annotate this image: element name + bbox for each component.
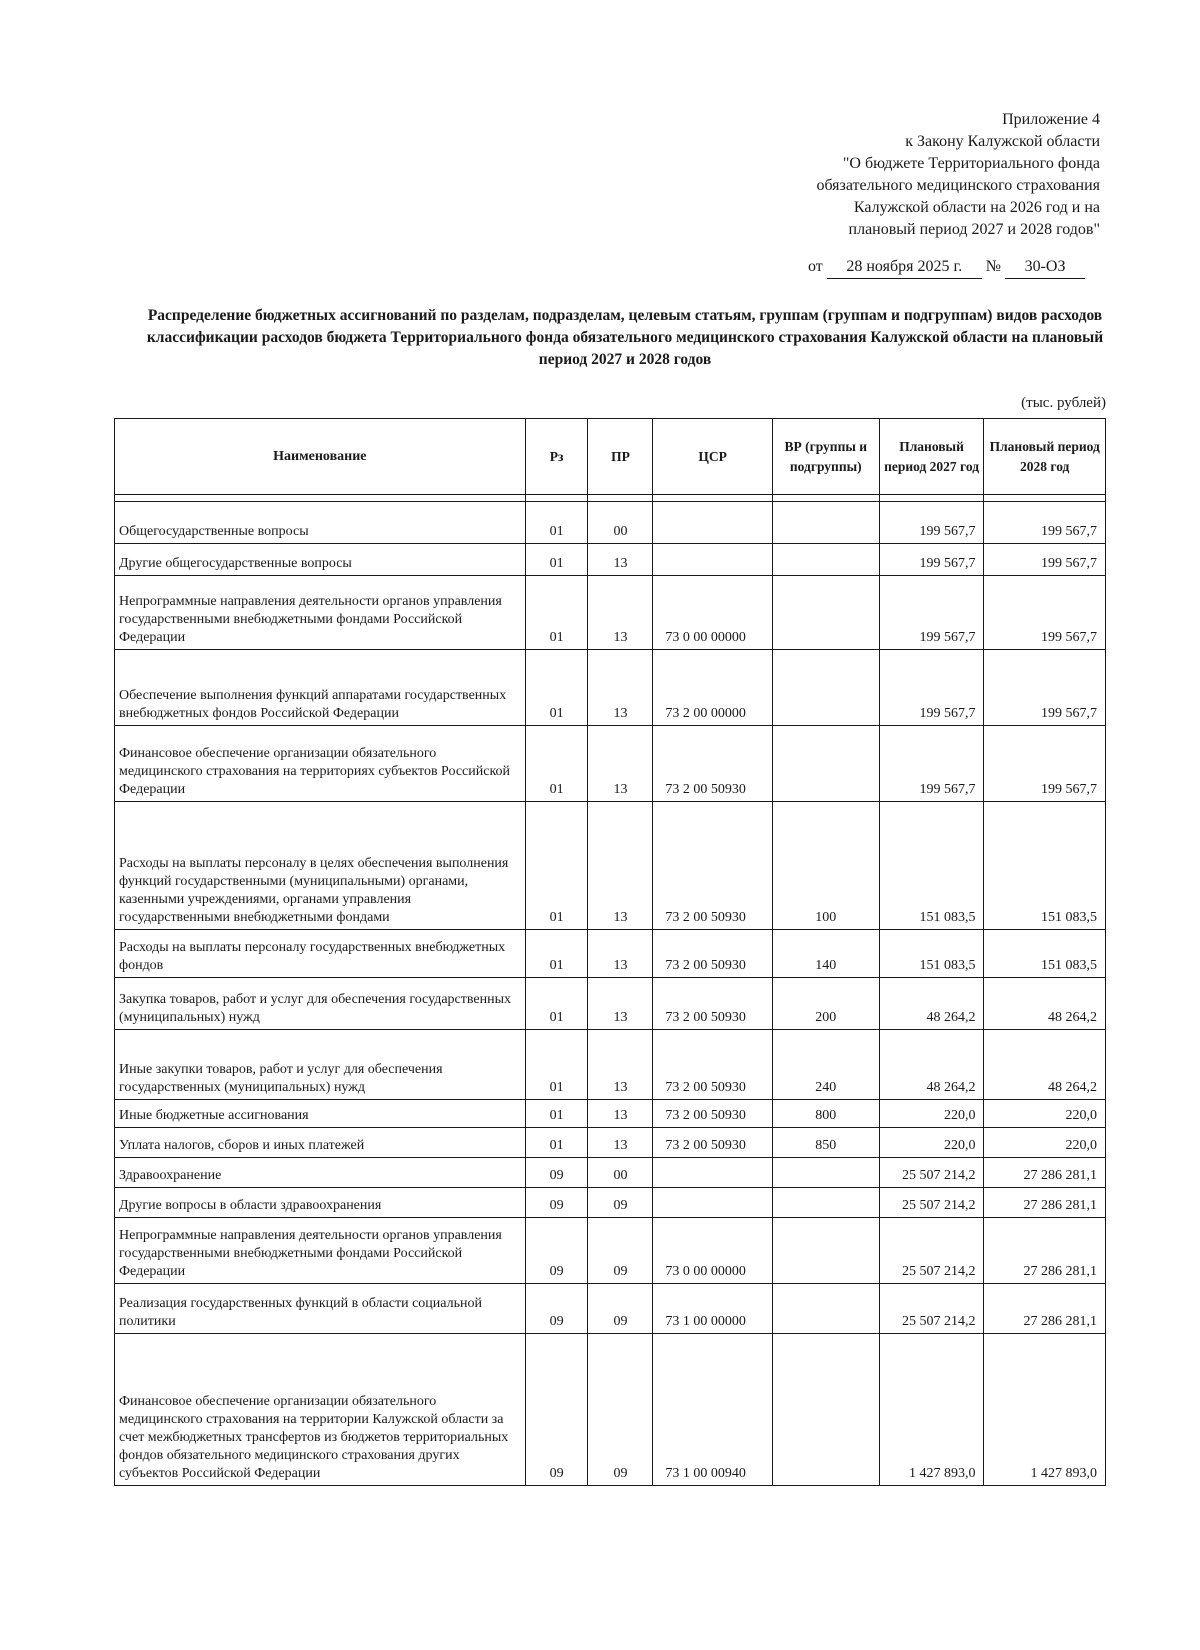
gap-cell xyxy=(984,495,1106,502)
row-rz: 01 xyxy=(525,502,588,544)
row-csr: 73 1 00 00000 xyxy=(653,1284,772,1334)
number-prefix: № xyxy=(985,258,1002,275)
row-vr: 100 xyxy=(772,802,879,930)
row-vr xyxy=(772,650,879,726)
row-csr: 73 0 00 00000 xyxy=(653,576,772,650)
row-value-2028: 199 567,7 xyxy=(984,726,1106,802)
row-pr: 09 xyxy=(588,1218,653,1284)
table-row xyxy=(115,544,1106,576)
table-row xyxy=(115,650,1106,726)
row-value-2028: 27 286 281,1 xyxy=(984,1158,1106,1188)
row-name: Расходы на выплаты персоналу государственных внебюджетных фондов xyxy=(115,930,526,978)
row-csr: 73 2 00 50930 xyxy=(653,978,772,1030)
row-pr: 13 xyxy=(588,1128,653,1158)
row-rz: 01 xyxy=(525,544,588,576)
row-name: Расходы на выплаты персоналу в целях обеспечения выполнения функций государственными (муниципальными) органами, казенными учреждениями, органами управления государственными внебюджетными фондами xyxy=(115,802,526,930)
row-value-2028: 220,0 xyxy=(984,1100,1106,1128)
row-value-2027: 25 507 214,2 xyxy=(879,1284,984,1334)
table-row xyxy=(115,502,1106,544)
row-pr: 13 xyxy=(588,802,653,930)
table-row xyxy=(115,1100,1106,1128)
row-value-2027: 151 083,5 xyxy=(879,802,984,930)
row-value-2027: 48 264,2 xyxy=(879,1030,984,1100)
row-pr: 13 xyxy=(588,726,653,802)
row-value-2028: 220,0 xyxy=(984,1128,1106,1158)
row-value-2027: 199 567,7 xyxy=(879,544,984,576)
law-date: 28 ноября 2025 г. xyxy=(827,256,982,279)
row-rz: 09 xyxy=(525,1334,588,1486)
row-rz: 01 xyxy=(525,930,588,978)
table-row xyxy=(115,1188,1106,1218)
document-title: Распределение бюджетных ассигнований по разделам, подразделам, целевым статьям, группам (группам и подгруппам) видов расходов классификации расходов бюджета Территориального фонда обязательного медицинского страхования Калужской области на плановый период 2027 и 2028 годов xyxy=(146,307,1104,368)
row-name: Другие вопросы в области здравоохранения xyxy=(115,1188,526,1218)
row-csr: 73 1 00 00940 xyxy=(653,1334,772,1486)
row-vr: 140 xyxy=(772,930,879,978)
table-header-row xyxy=(115,419,1106,495)
row-rz: 09 xyxy=(525,1284,588,1334)
gap-cell xyxy=(588,495,653,502)
row-pr: 13 xyxy=(588,1030,653,1100)
law-number: 30-ОЗ xyxy=(1005,256,1085,279)
row-rz: 09 xyxy=(525,1188,588,1218)
row-pr: 00 xyxy=(588,502,653,544)
row-vr xyxy=(772,1334,879,1486)
row-value-2027: 199 567,7 xyxy=(879,650,984,726)
table-row xyxy=(115,1158,1106,1188)
row-value-2028: 27 286 281,1 xyxy=(984,1218,1106,1284)
row-vr xyxy=(772,1284,879,1334)
row-csr: 73 2 00 50930 xyxy=(653,1030,772,1100)
table-row xyxy=(115,726,1106,802)
row-pr: 13 xyxy=(588,978,653,1030)
gap-cell xyxy=(653,495,772,502)
row-name: Непрограммные направления деятельности органов управления государственными внебюджетными фондами Российской Федерации xyxy=(115,1218,526,1284)
appendix-line: плановый период 2027 и 2028 годов" xyxy=(848,221,1100,238)
row-pr: 13 xyxy=(588,1100,653,1128)
row-value-2027: 220,0 xyxy=(879,1100,984,1128)
row-value-2027: 151 083,5 xyxy=(879,930,984,978)
row-name: Реализация государственных функций в области социальной политики xyxy=(115,1284,526,1334)
header-rz: Рз xyxy=(525,419,588,495)
table-body xyxy=(115,495,1106,1486)
row-csr: 73 0 00 00000 xyxy=(653,1218,772,1284)
row-csr xyxy=(653,544,772,576)
row-pr: 09 xyxy=(588,1284,653,1334)
table-row xyxy=(115,1334,1106,1486)
row-value-2028: 199 567,7 xyxy=(984,544,1106,576)
table-row xyxy=(115,1128,1106,1158)
row-csr xyxy=(653,1188,772,1218)
gap-cell xyxy=(879,495,984,502)
row-vr: 800 xyxy=(772,1100,879,1128)
row-value-2027: 199 567,7 xyxy=(879,576,984,650)
appendix-line: "О бюджете Территориального фонда xyxy=(842,155,1100,172)
row-value-2028: 27 286 281,1 xyxy=(984,1284,1106,1334)
row-rz: 01 xyxy=(525,576,588,650)
row-vr xyxy=(772,1218,879,1284)
row-value-2028: 27 286 281,1 xyxy=(984,1188,1106,1218)
row-value-2028: 199 567,7 xyxy=(984,502,1106,544)
gap-cell xyxy=(525,495,588,502)
row-value-2027: 199 567,7 xyxy=(879,726,984,802)
row-value-2027: 48 264,2 xyxy=(879,978,984,1030)
row-vr xyxy=(772,576,879,650)
header-2027: Плановый период 2027 год xyxy=(879,419,984,495)
header-gap xyxy=(115,495,1106,502)
row-rz: 09 xyxy=(525,1218,588,1284)
row-rz: 01 xyxy=(525,726,588,802)
row-vr: 200 xyxy=(772,978,879,1030)
row-value-2028: 48 264,2 xyxy=(984,978,1106,1030)
row-name: Уплата налогов, сборов и иных платежей xyxy=(115,1128,526,1158)
header-2028: Плановый период 2028 год xyxy=(984,419,1106,495)
table-row xyxy=(115,1030,1106,1100)
row-vr xyxy=(772,726,879,802)
row-pr: 13 xyxy=(588,930,653,978)
row-vr xyxy=(772,1188,879,1218)
row-value-2028: 151 083,5 xyxy=(984,802,1106,930)
appendix-header xyxy=(700,109,1100,241)
row-vr xyxy=(772,1158,879,1188)
row-value-2027: 25 507 214,2 xyxy=(879,1218,984,1284)
header-vr: ВР (группы и подгруппы) xyxy=(772,419,879,495)
row-csr: 73 2 00 50930 xyxy=(653,726,772,802)
row-name: Здравоохранение xyxy=(115,1158,526,1188)
row-name: Непрограммные направления деятельности органов управления государственными внебюджетными фондами Российской Федерации xyxy=(115,576,526,650)
row-csr xyxy=(653,1158,772,1188)
row-name: Финансовое обеспечение организации обязательного медицинского страхования на территории Калужской области за счет межбюджетных трансфертов из бюджетов территориальных фондов обязательного медицинского страхования других субъектов Российской Федерации xyxy=(115,1334,526,1486)
row-rz: 01 xyxy=(525,1030,588,1100)
row-value-2028: 199 567,7 xyxy=(984,576,1106,650)
row-pr: 00 xyxy=(588,1158,653,1188)
row-value-2028: 199 567,7 xyxy=(984,650,1106,726)
table-row xyxy=(115,802,1106,930)
header-pr: ПР xyxy=(588,419,653,495)
table-row xyxy=(115,978,1106,1030)
row-rz: 01 xyxy=(525,978,588,1030)
row-vr xyxy=(772,544,879,576)
header-name: Наименование xyxy=(115,419,526,495)
gap-cell xyxy=(772,495,879,502)
row-csr xyxy=(653,502,772,544)
row-value-2027: 199 567,7 xyxy=(879,502,984,544)
row-value-2027: 25 507 214,2 xyxy=(879,1188,984,1218)
row-rz: 01 xyxy=(525,802,588,930)
row-name: Иные закупки товаров, работ и услуг для обеспечения государственных (муниципальных) нужд xyxy=(115,1030,526,1100)
row-value-2027: 220,0 xyxy=(879,1128,984,1158)
row-vr: 850 xyxy=(772,1128,879,1158)
appendix-line: обязательного медицинского страхования xyxy=(816,177,1100,194)
date-prefix: от xyxy=(808,258,823,275)
row-csr: 73 2 00 50930 xyxy=(653,1100,772,1128)
row-name: Общегосударственные вопросы xyxy=(115,502,526,544)
row-pr: 13 xyxy=(588,650,653,726)
appendix-line: Калужской области на 2026 год и на xyxy=(853,199,1100,216)
row-name: Иные бюджетные ассигнования xyxy=(115,1100,526,1128)
row-csr: 73 2 00 00000 xyxy=(653,650,772,726)
budget-table xyxy=(114,418,1106,1486)
table-row xyxy=(115,1218,1106,1284)
row-value-2027: 25 507 214,2 xyxy=(879,1158,984,1188)
row-value-2028: 151 083,5 xyxy=(984,930,1106,978)
row-name: Финансовое обеспечение организации обязательного медицинского страхования на территориях субъектов Российской Федерации xyxy=(115,726,526,802)
row-csr: 73 2 00 50930 xyxy=(653,1128,772,1158)
row-pr: 13 xyxy=(588,576,653,650)
law-date-line xyxy=(808,256,1108,279)
gap-cell xyxy=(115,495,526,502)
unit-label: (тыс. рублей) xyxy=(1021,395,1106,411)
row-vr xyxy=(772,502,879,544)
table-row xyxy=(115,1284,1106,1334)
row-value-2028: 48 264,2 xyxy=(984,1030,1106,1100)
row-csr: 73 2 00 50930 xyxy=(653,930,772,978)
header-csr: ЦСР xyxy=(653,419,772,495)
row-rz: 01 xyxy=(525,1100,588,1128)
row-pr: 09 xyxy=(588,1334,653,1486)
row-csr: 73 2 00 50930 xyxy=(653,802,772,930)
appendix-line: Приложение 4 xyxy=(1002,111,1100,128)
row-name: Закупка товаров, работ и услуг для обеспечения государственных (муниципальных) нужд xyxy=(115,978,526,1030)
appendix-line: к Закону Калужской области xyxy=(905,133,1100,150)
row-rz: 09 xyxy=(525,1158,588,1188)
row-pr: 09 xyxy=(588,1188,653,1218)
row-name: Обеспечение выполнения функций аппаратами государственных внебюджетных фондов Российской Федерации xyxy=(115,650,526,726)
table-row xyxy=(115,576,1106,650)
row-vr: 240 xyxy=(772,1030,879,1100)
row-rz: 01 xyxy=(525,650,588,726)
row-pr: 13 xyxy=(588,544,653,576)
row-name: Другие общегосударственные вопросы xyxy=(115,544,526,576)
row-rz: 01 xyxy=(525,1128,588,1158)
row-value-2027: 1 427 893,0 xyxy=(879,1334,984,1486)
table-row xyxy=(115,930,1106,978)
row-value-2028: 1 427 893,0 xyxy=(984,1334,1106,1486)
